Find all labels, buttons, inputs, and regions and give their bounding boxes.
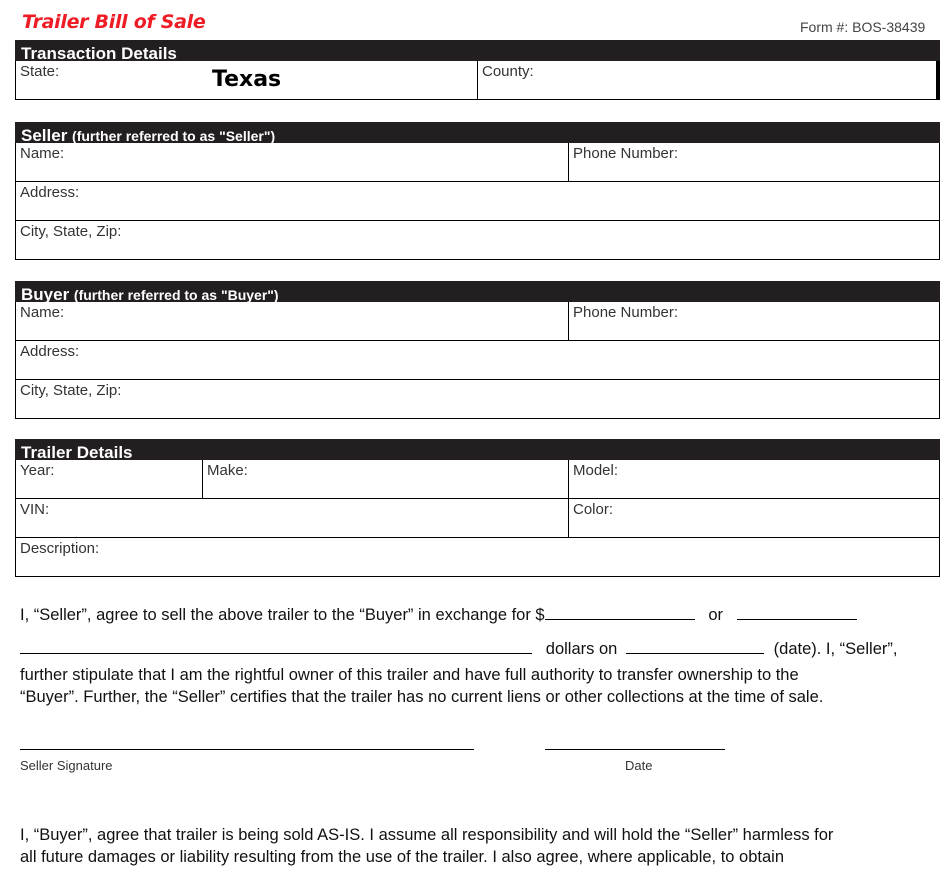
agreement-line-1 [20, 603, 926, 626]
transaction-heading: Transaction Details [15, 40, 940, 61]
buyer-phone-field[interactable] [568, 302, 939, 340]
buyer-statement-line-1: I, “Buyer”, agree that trailer is being sold AS-IS. I assume all responsibility and will hold the “Seller” harmless for [20, 826, 834, 844]
make-label: Make: [207, 462, 248, 479]
county-field[interactable] [477, 61, 939, 99]
color-field[interactable] [568, 499, 939, 537]
state-label: State: [20, 63, 60, 80]
description-label: Description: [20, 540, 100, 557]
form-title: Trailer Bill of Sale [22, 11, 206, 33]
buyer-statement-line-2: all future damages or liability resulting from the use of the trailer. I also agree, where applicable, to obtain [20, 848, 785, 866]
price-alt-blank[interactable] [737, 603, 857, 620]
buyer-address-field[interactable] [16, 341, 939, 379]
seller-grid [15, 143, 940, 260]
buyer-heading-title: Buyer [21, 285, 70, 304]
buyer-heading [15, 281, 940, 302]
color-label: Color: [573, 501, 614, 518]
model-label: Model: [573, 462, 619, 479]
seller-name-label: Name: [20, 145, 65, 162]
buyer-city-field[interactable] [16, 380, 939, 418]
agreement-or: or [708, 606, 724, 624]
transaction-grid [15, 61, 940, 100]
seller-address-field[interactable] [16, 182, 939, 220]
seller-phone-field[interactable] [568, 143, 939, 181]
seller-city-field[interactable] [16, 221, 939, 259]
sale-date-blank[interactable] [626, 637, 764, 654]
model-field[interactable] [568, 460, 939, 498]
seller-signature-label: Seller Signature [20, 758, 113, 773]
trailer-grid [15, 460, 940, 577]
seller-address-label: Address: [20, 184, 80, 201]
agreement-text-1: I, “Seller”, agree to sell the above trailer to the “Buyer” in exchange for $ [20, 606, 545, 624]
seller-heading-title: Seller [21, 126, 68, 145]
vin-label: VIN: [20, 501, 50, 518]
buyer-city-label: City, State, Zip: [20, 382, 122, 399]
seller-signature-line[interactable] [20, 749, 474, 750]
state-field[interactable] [16, 61, 477, 99]
seller-date-line[interactable] [545, 749, 725, 750]
transaction-section [15, 40, 940, 100]
buyer-phone-label: Phone Number: [573, 304, 679, 321]
seller-phone-label: Phone Number: [573, 145, 679, 162]
agreement-line-2 [20, 637, 926, 660]
vin-field[interactable] [16, 499, 568, 537]
buyer-heading-note: (further referred to as "Buyer") [73, 287, 279, 303]
buyer-name-label: Name: [20, 304, 65, 321]
agreement-line-3: further stipulate that I am the rightful owner of this trailer and have full authority to transfer ownership to the [20, 666, 799, 684]
buyer-section [15, 281, 940, 419]
price-words-blank[interactable] [20, 637, 532, 654]
seller-date-label: Date [625, 758, 653, 773]
trailer-section [15, 439, 940, 577]
agreement-dollars-on: dollars on [545, 640, 618, 658]
county-label: County: [482, 63, 534, 80]
seller-city-label: City, State, Zip: [20, 223, 122, 240]
form-number: Form #: BOS-38439 [800, 19, 926, 35]
seller-section [15, 122, 940, 260]
year-field[interactable] [16, 460, 202, 498]
price-blank[interactable] [545, 603, 695, 620]
seller-heading-note: (further referred to as "Seller") [72, 128, 276, 144]
agreement-line-4: “Buyer”. Further, the “Seller” certifies that the trailer has no current liens or other collections at the time of sale. [20, 688, 824, 706]
seller-heading [15, 122, 940, 143]
description-field[interactable] [16, 538, 939, 576]
year-label: Year: [20, 462, 55, 479]
agreement-date-text: (date). I, “Seller”, [773, 640, 898, 658]
buyer-name-field[interactable] [16, 302, 568, 340]
buyer-grid [15, 302, 940, 419]
trailer-heading: Trailer Details [15, 439, 940, 460]
make-field[interactable] [202, 460, 568, 498]
state-value: Texas [212, 67, 282, 92]
buyer-address-label: Address: [20, 343, 80, 360]
seller-name-field[interactable] [16, 143, 568, 181]
